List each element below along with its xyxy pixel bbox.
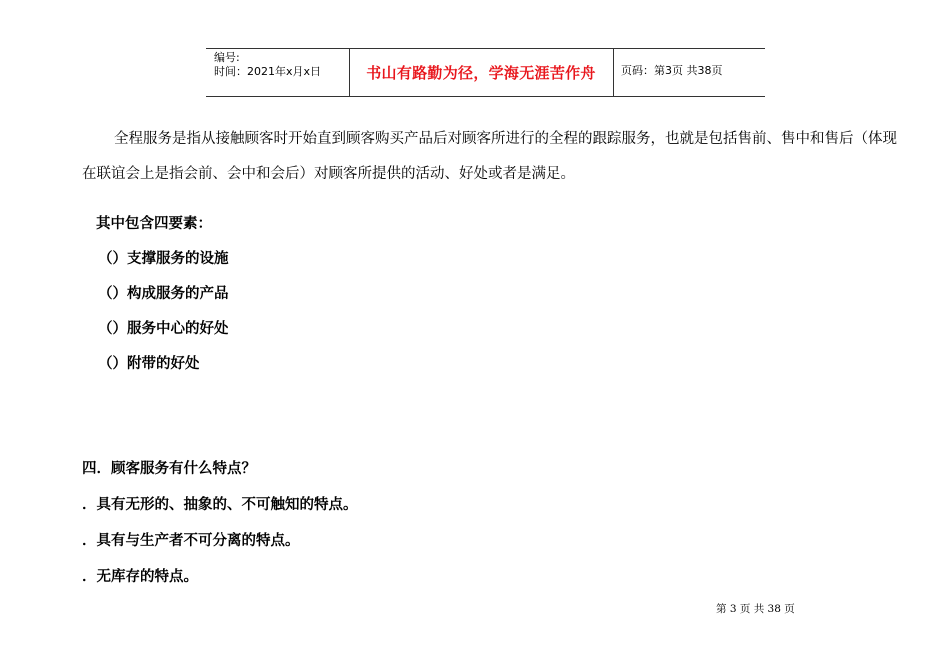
- time-label: 时间：2021年x月x日: [214, 65, 322, 78]
- intro-paragraph-text: 全程服务是指从接触顾客时开始直到顾客购买产品后对顾客所进行的全程的跟踪服务，也就是包括售前、售中和售后（体现在联谊会上是指会前、会中和会后）对顾客所提供的活动、好处或者是满足。: [82, 131, 897, 182]
- intro-paragraph: [82, 122, 902, 192]
- header-page-label: 页码：第3页 共38页: [621, 64, 723, 77]
- header-bottom-rule: [206, 96, 765, 97]
- element-item-2: （）构成服务的产品: [98, 286, 229, 302]
- header-divider-right: [613, 48, 614, 96]
- header-motto: 书山有路勤为径，学海无涯苦作舟: [366, 63, 596, 82]
- characteristic-item-1: ．具有无形的、抽象的、不可触知的特点。: [82, 497, 358, 513]
- footer-page-number: 第 3 页 共 38 页: [716, 603, 795, 615]
- serial-label: 编号:: [214, 51, 240, 64]
- element-item-3: （）服务中心的好处: [98, 321, 229, 337]
- element-item-4: （）附带的好处: [98, 356, 200, 372]
- element-item-1: （）支撑服务的设施: [98, 251, 229, 267]
- elements-heading: 其中包含四要素：: [96, 216, 212, 232]
- section-title: 四．顾客服务有什么特点？: [82, 461, 256, 477]
- characteristic-item-3: ．无库存的特点。: [82, 569, 198, 585]
- characteristic-item-2: ．具有与生产者不可分离的特点。: [82, 533, 300, 549]
